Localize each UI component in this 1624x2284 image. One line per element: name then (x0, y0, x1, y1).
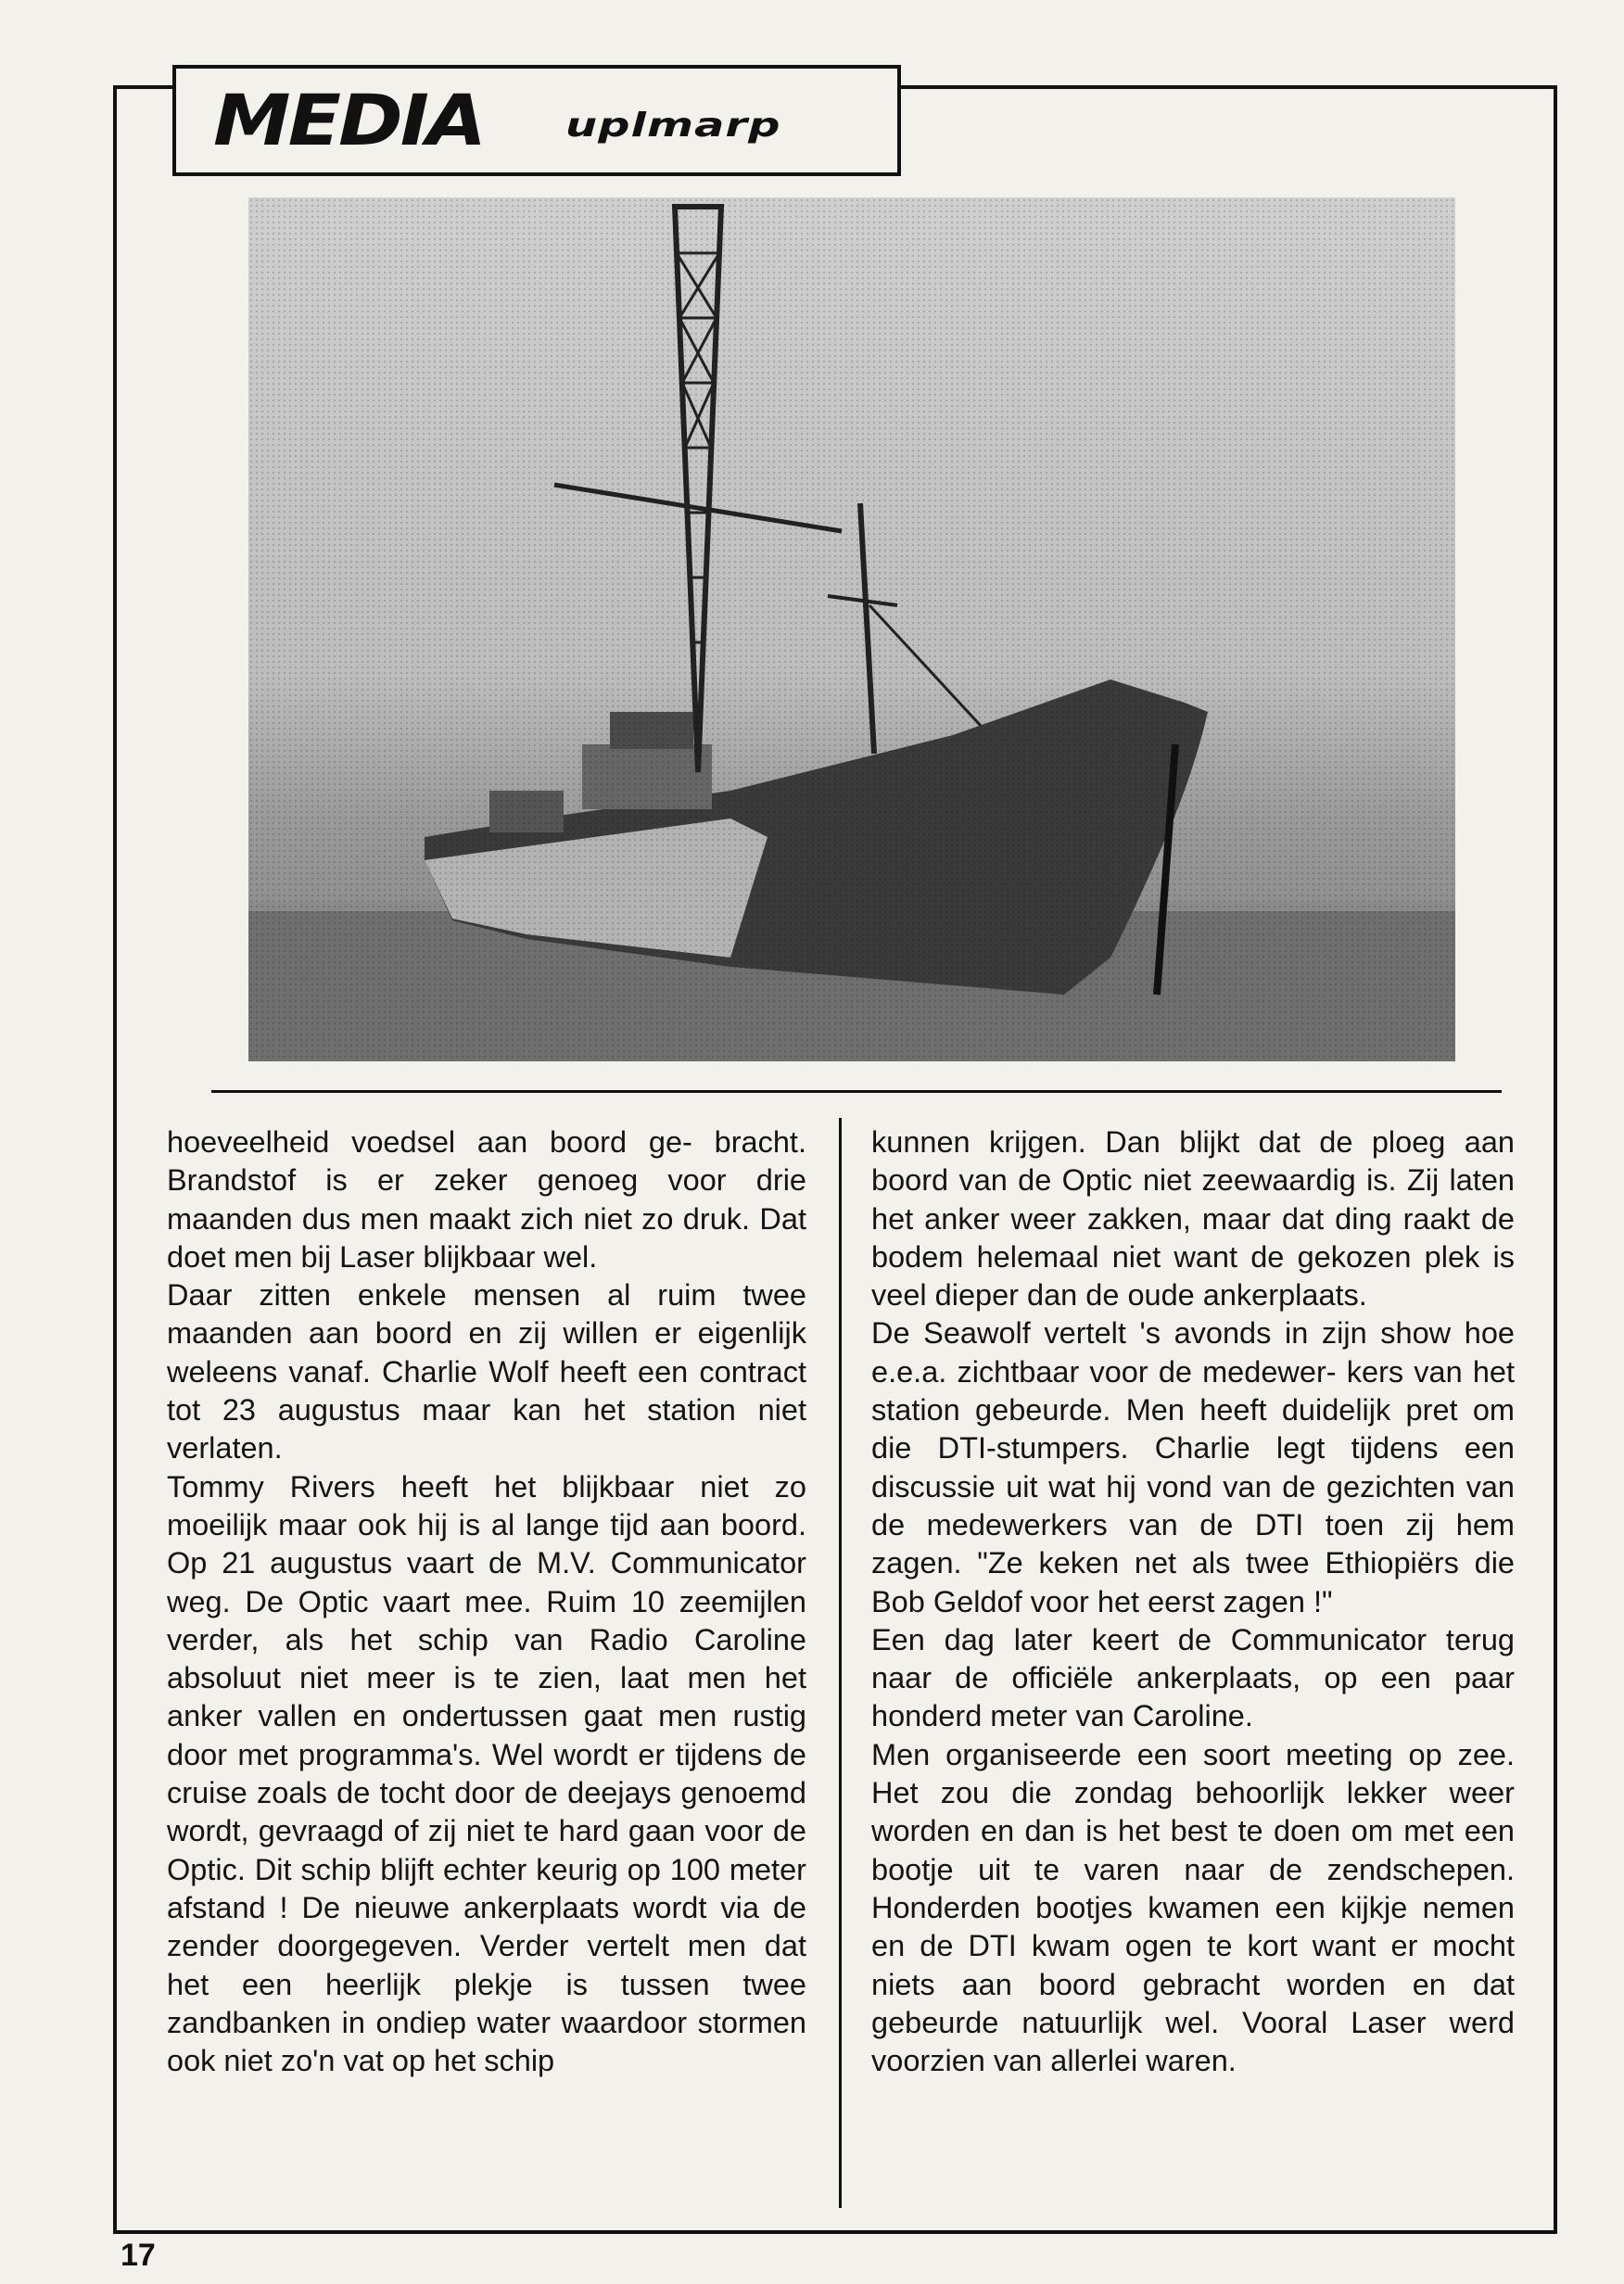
paragraph: De Seawolf vertelt 's avonds in zijn show hoe e.e.a. zichtbaar voor de medewer- kers van het station gebeurde. Men heeft duidelijk pret om die DTI-stumpers. Charlie legt tijdens een discussie uit wat hij vond van de gezichten van de medewerkers van de DTI toen zij hem zagen. "Ze keken net als twee Ethiopiërs die Bob Geldof voor het eerst zagen !" (871, 1316, 1515, 1618)
ship-photo (248, 197, 1455, 1061)
paragraph: hoeveelheid voedsel aan boord ge- bracht. Brandstof is er zeker genoeg voor drie maanden dus men maakt zich niet zo druk. Dat doet men bij Laser blijkbaar wel. (167, 1125, 806, 1274)
masthead (172, 65, 901, 176)
paragraph: Tommy Rivers heeft het blijkbaar niet zo moeilijk maar ook hij is al lange tijd aan boord. Op 21 augustus vaart de M.V. Communicator weg. De Optic vaart mee. Ruim 10 zeemijlen verder, als het schip van Radio Caroline absoluut niet meer is te zien, laat men het anker vallen en ondertussen gaat men rustig door met programma's. Wel wordt er tijdens de cruise zoals de tocht door de deejays genoemd wordt, gevraagd of zij niet te hard gaan voor de Optic. Dit schip blijft echter keurig op 100 meter afstand ! De nieuwe ankerplaats wordt via de zender doorgegeven. Verder vertelt men dat het een heerlijk plekje is tussen twee zandbanken in ondiep water waardoor stormen ook niet zo'n vat op het schip (167, 1469, 806, 2078)
column-divider (839, 1118, 842, 2208)
section-rule (211, 1090, 1502, 1093)
page-number: 17 (121, 2238, 156, 2273)
paragraph: Een dag later keert de Communicator terug naar de officiële ankerplaats, op een paar honderd meter van Caroline. (871, 1622, 1515, 1733)
article-left-column (167, 1123, 806, 2080)
paragraph: kunnen krijgen. Dan blijkt dat de ploeg aan boord van de Optic niet zeewaardig is. Zij laten het anker weer zakken, maar dat ding raakt de bodem helemaal niet want de gekozen plek is veel dieper dan de oude ankerplaats. (871, 1125, 1515, 1313)
paragraph: Men organiseerde een soort meeting op zee. Het zou die zondag behoorlijk lekker weer worden en dan is het best te doen om met een bootje uit te varen naar de zendschepen. Honderden bootjes kwamen een kijkje nemen en de DTI kwam ogen te kort want er mocht niets aan boord gebracht worden en dat gebeurde natuurlijk wel. Vooral Laser werd voorzien van allerlei waren. (871, 1737, 1515, 2078)
article-right-column (871, 1123, 1515, 2080)
masthead-subtitle: uplmarp (565, 106, 781, 145)
masthead-title: MEDIA (213, 80, 484, 162)
ship-photo-icon (248, 197, 1455, 1061)
paragraph: Daar zitten enkele mensen al ruim twee maanden aan boord en zij willen er eigenlijk weleens vanaf. Charlie Wolf heeft een contract tot 23 augustus maar kan het station niet verlaten. (167, 1278, 806, 1466)
